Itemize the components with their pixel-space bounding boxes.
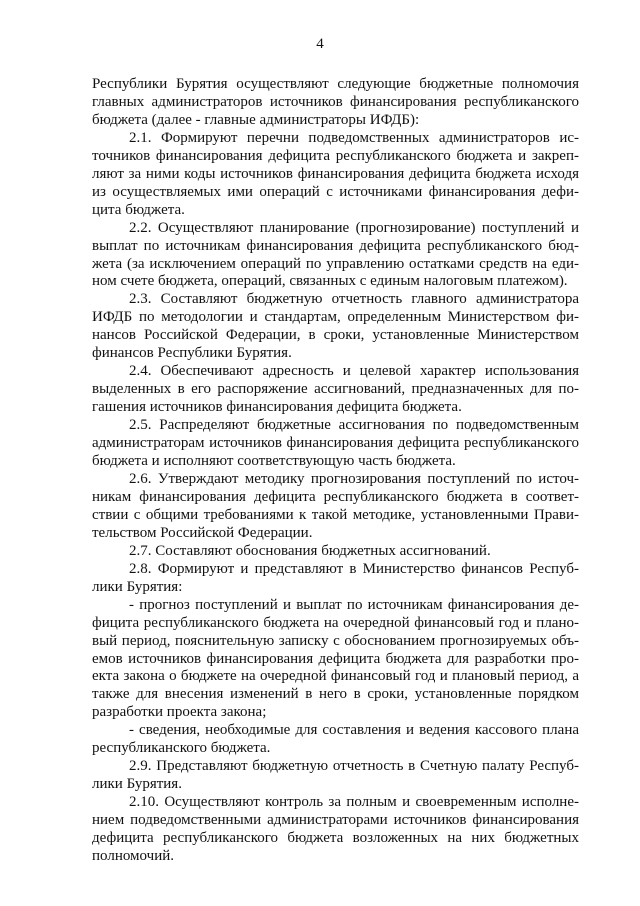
paragraph-2-6: 2.6. Утверждают методику прогнозирования поступлений по источникам финансирования дефицита республиканского бюджета в соответствии с общими требованиями к такой методике, установленными Правительством Российской Федерации. (92, 470, 579, 541)
paragraph-2-2: 2.2. Осуществляют планирование (прогнозирование) поступлений и выплат по источникам финансирования дефицита республиканского бюджета (за исключением операций по управлению остатками средств на едином счете бюджета, операций, связанных с единым налоговым платежом). (92, 219, 579, 290)
paragraph-2-1: 2.1. Формируют перечни подведомственных администраторов источников финансирования дефицита республиканского бюджета и закрепляют за ними коды источников финансирования дефицита бюджета исходя из осуществляемых ими операций с источниками финансирования дефицита бюджета. (92, 129, 579, 218)
document-body (92, 76, 579, 866)
paragraph-intro: Республики Бурятия осуществляют следующие бюджетные полномочия главных администраторов источников финансирования республиканского бюджета (далее - главные администраторы ИФДБ): (92, 76, 579, 128)
list-item-cash-plan: - сведения, необходимые для составления и ведения кассового плана республиканского бюджета. (92, 722, 579, 757)
paragraph-2-9: 2.9. Представляют бюджетную отчетность в Счетную палату Республики Бурятия. (92, 758, 579, 793)
paragraph-2-3: 2.3. Составляют бюджетную отчетность главного администратора ИФДБ по методологии и стандартам, определенным Министерством финансов Российской Федерации, в сроки, установленные Министерством финансов Республики Бурятия. (92, 291, 579, 362)
page-number: 4 (316, 36, 324, 52)
paragraph-2-10: 2.10. Осуществляют контроль за полным и своевременным исполнением подведомственными администраторами источников финансирования дефицита республиканского бюджета возложенных на них бюджетных полномочий. (92, 794, 579, 864)
paragraph-2-5: 2.5. Распределяют бюджетные ассигнования по подведомственным администраторам источников финансирования дефицита республиканского бюджета и исполняют соответствующую часть бюджета. (92, 417, 579, 470)
paragraph-2-4: 2.4. Обеспечивают адресность и целевой характер использования выделенных в его распоряжение ассигнований, предназначенных для погашения источников финансирования дефицита бюджета. (92, 363, 579, 416)
paragraph-2-7: 2.7. Составляют обоснования бюджетных ассигнований. (129, 542, 491, 559)
paragraph-2-8: 2.8. Формируют и представляют в Министерство финансов Республики Бурятия: (92, 560, 579, 595)
list-item-forecast: - прогноз поступлений и выплат по источникам финансирования дефицита республиканского бюджета на очередной финансовый год и плановый период, пояснительную записку с обоснованием прогнозируемых объемов источников финансирования дефицита бюджета для разработки проекта закона о бюджете на очередной финансовый год и плановый период, а также для внесения изменений в него в сроки, установленные порядком разработки проекта закона; (92, 596, 579, 721)
